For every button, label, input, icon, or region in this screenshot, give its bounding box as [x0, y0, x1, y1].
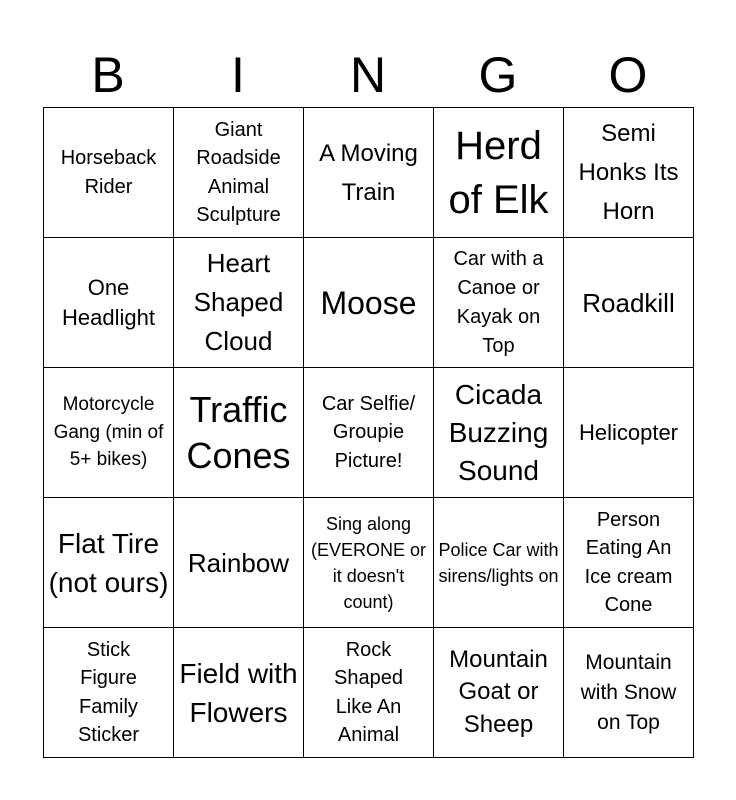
cell-text: Heart Shaped Cloud [193, 248, 284, 356]
bingo-cell[interactable] [564, 108, 694, 238]
header-letter-g: G [478, 47, 518, 103]
bingo-cell[interactable] [434, 108, 564, 238]
bingo-cell[interactable] [44, 368, 174, 498]
bingo-cell[interactable] [434, 368, 564, 498]
cell-text: Mountain with Snow on Top [580, 650, 677, 734]
cell-text: Stick Figure Family Sticker [77, 638, 140, 746]
cell-text: Giant Roadside Animal Sculpture [196, 118, 281, 226]
cell-text: Field with Flowers [179, 657, 298, 728]
cell-text: Horseback Rider [60, 147, 157, 198]
cell-text: Traffic Cones [186, 388, 291, 476]
cell-text: Police Car with sirens/lights on [438, 539, 559, 586]
cell-text: Moose [320, 284, 417, 321]
cell-text: Rock Shaped Like An Animal [334, 638, 403, 746]
header-letter-i: I [231, 47, 245, 103]
bingo-cell[interactable] [564, 498, 694, 628]
bingo-cell[interactable] [304, 498, 434, 628]
header-letter-o: O [608, 47, 648, 103]
cell-text: Herd of Elk [448, 123, 549, 222]
bingo-cell[interactable] [304, 238, 434, 368]
bingo-cell[interactable] [174, 108, 304, 238]
bingo-cell[interactable] [434, 628, 564, 758]
bingo-cell[interactable] [44, 238, 174, 368]
cell-text: Rainbow [187, 547, 290, 578]
bingo-cell[interactable] [564, 368, 694, 498]
cell-text: Car with a Canoe or Kayak on Top [453, 247, 544, 357]
bingo-board [43, 107, 694, 758]
bingo-cell[interactable] [304, 368, 434, 498]
cell-text: Roadkill [582, 287, 675, 318]
bingo-cell[interactable] [564, 628, 694, 758]
cell-text: Sing along (EVERONE or it doesn't count) [310, 513, 427, 612]
bingo-cell[interactable] [44, 498, 174, 628]
cell-text: Mountain Goat or Sheep [449, 645, 548, 738]
bingo-cell[interactable] [434, 238, 564, 368]
bingo-cell[interactable] [304, 108, 434, 238]
cell-text: Semi Honks Its Horn [578, 120, 679, 225]
bingo-cell[interactable] [44, 628, 174, 758]
bingo-cell[interactable] [44, 108, 174, 238]
cell-text: Helicopter [578, 420, 679, 445]
bingo-cell[interactable] [174, 498, 304, 628]
bingo-header [43, 44, 693, 106]
header-letter-b: B [91, 47, 125, 103]
cell-text: Flat Tire (not ours) [48, 527, 169, 598]
bingo-cell[interactable] [434, 498, 564, 628]
header-letter-n: N [349, 47, 387, 103]
cell-text: Cicada Buzzing Sound [448, 378, 549, 486]
bingo-cell[interactable] [174, 238, 304, 368]
bingo-cell[interactable] [174, 628, 304, 758]
cell-text: Person Eating An Ice cream Cone [584, 508, 673, 616]
cell-text: A Moving Train [319, 139, 418, 206]
bingo-cell[interactable] [304, 628, 434, 758]
cell-text: One Headlight [62, 274, 155, 330]
cell-text: Car Selfie/ Groupie Picture! [321, 392, 416, 472]
bingo-cell[interactable] [174, 368, 304, 498]
cell-text: Motorcycle Gang (min of 5+ bikes) [53, 394, 164, 471]
bingo-cell[interactable] [564, 238, 694, 368]
